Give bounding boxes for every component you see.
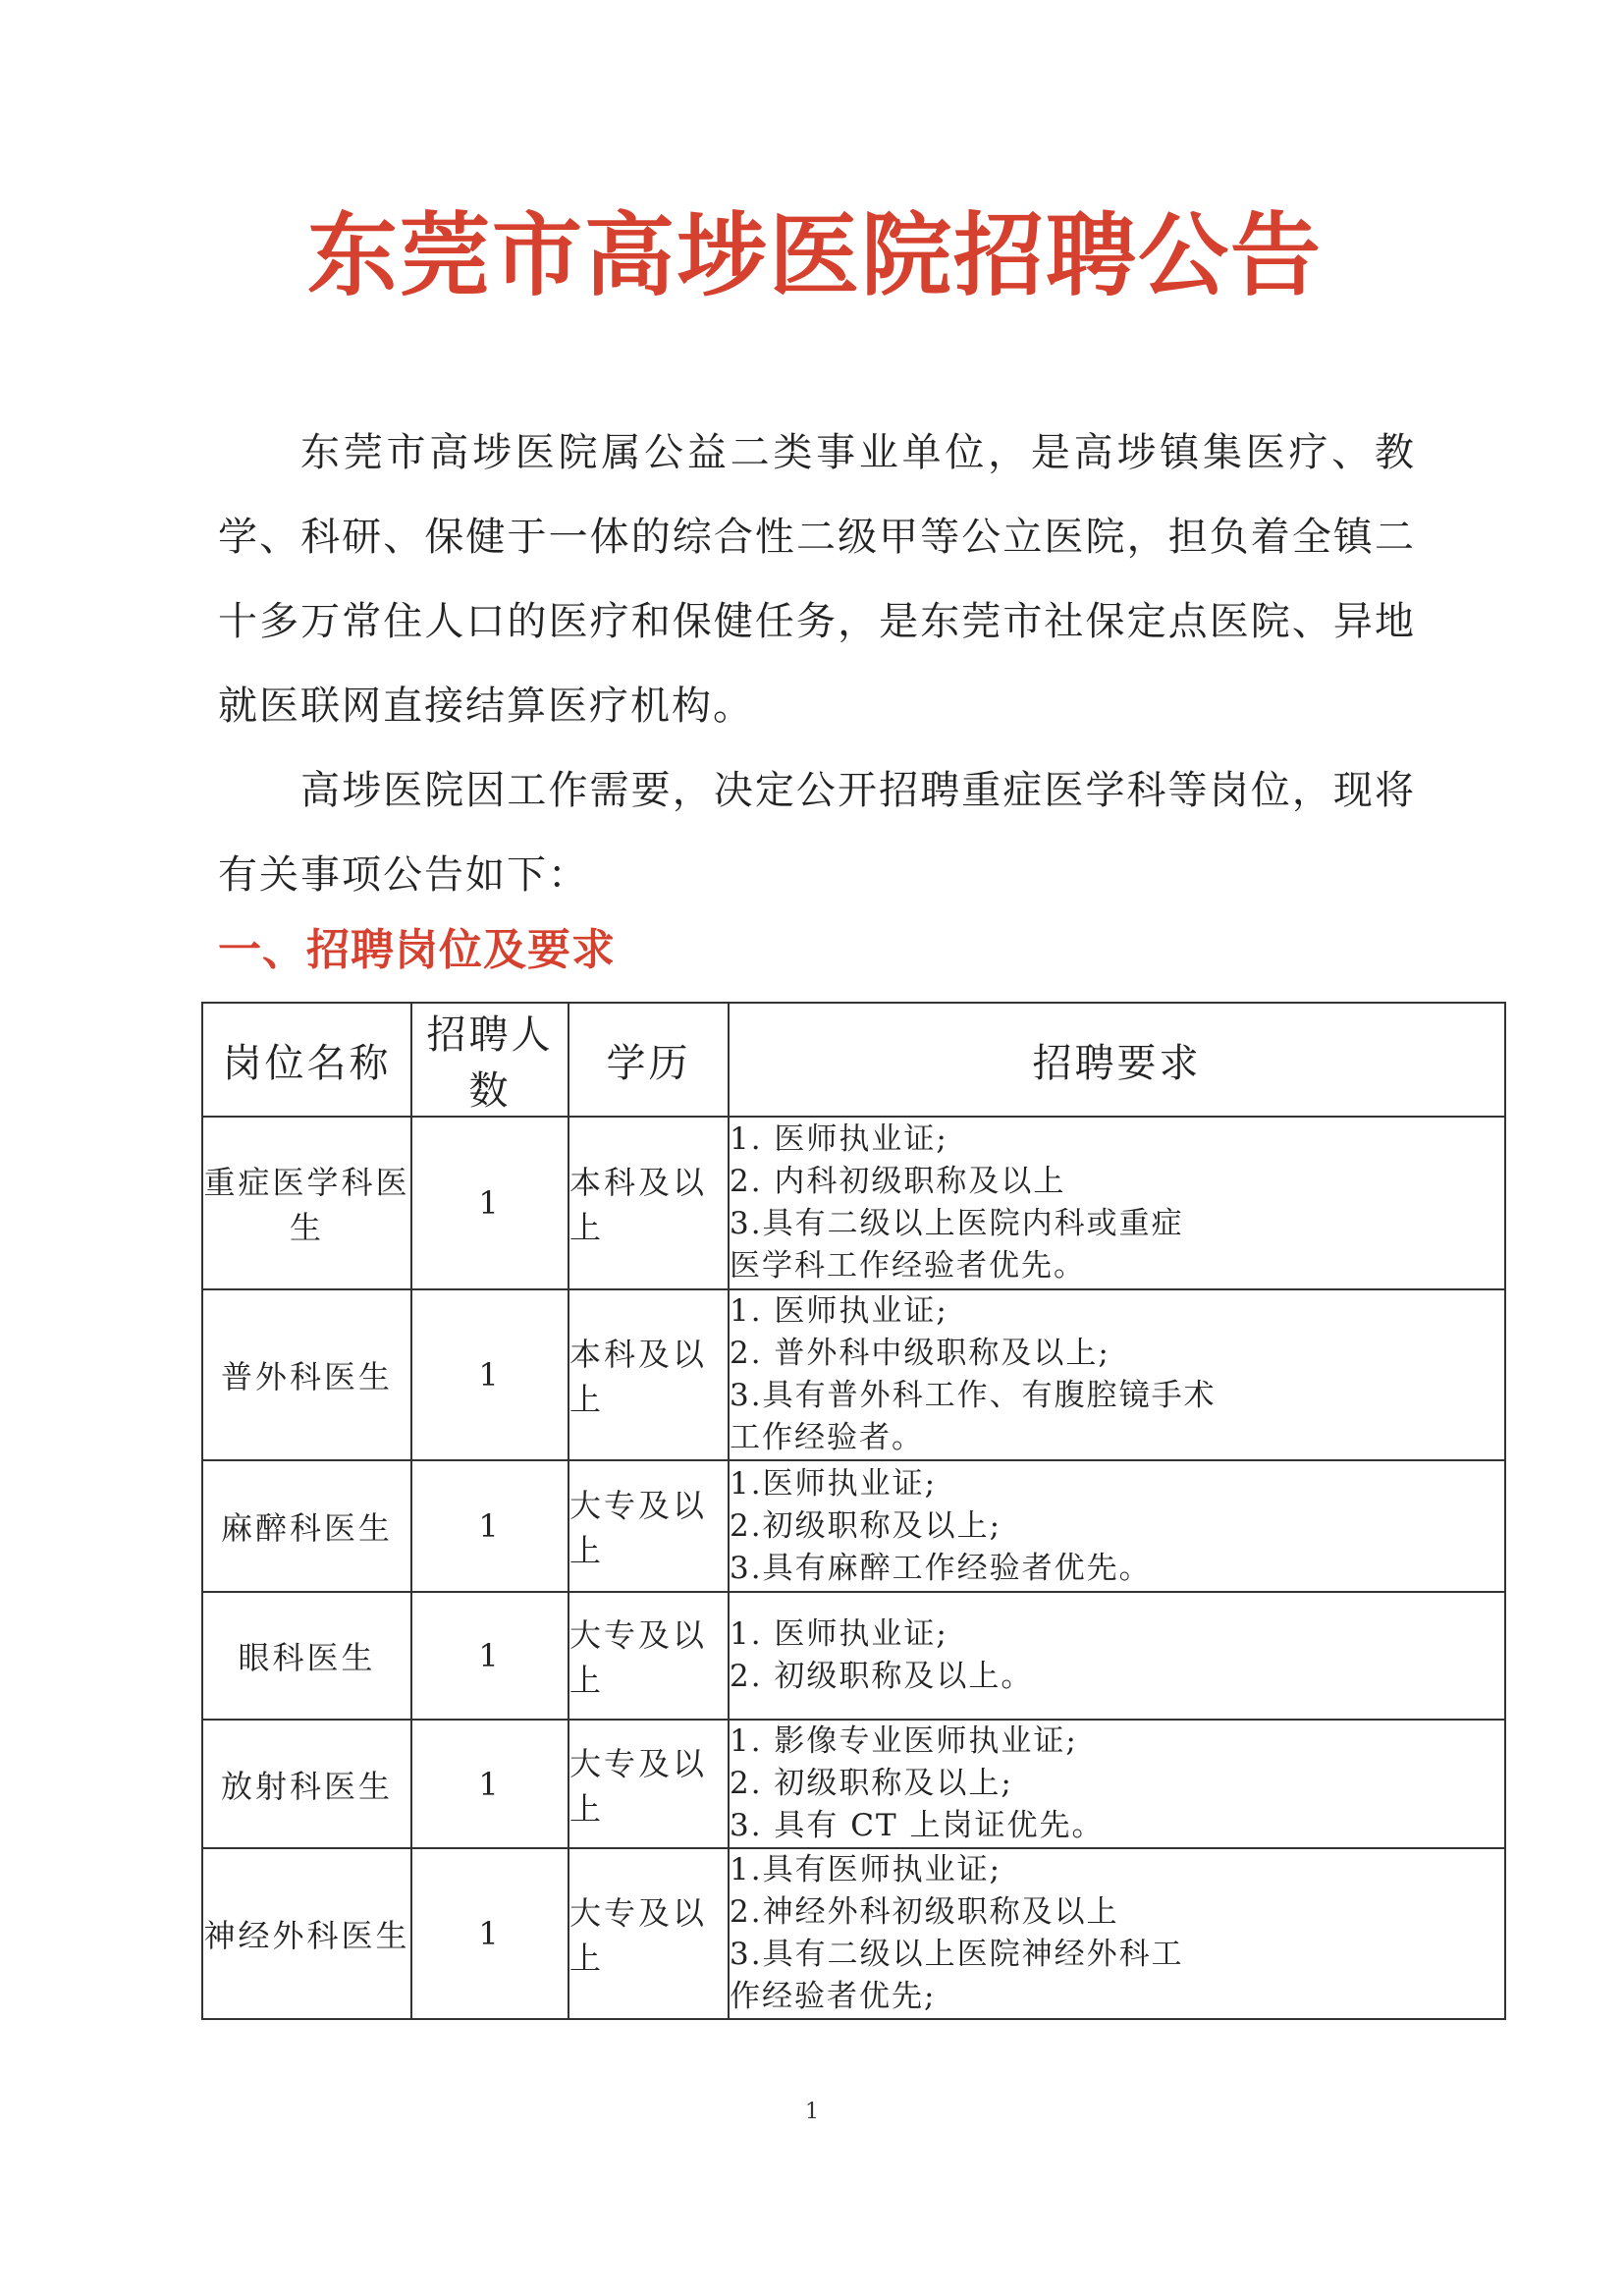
table-row [202,1720,1505,1848]
position-name: 普外科医生 [202,1289,411,1460]
requirement-item: 3.具有普外科工作、有腹腔镜手术 [730,1378,1217,1413]
table-row [202,1848,1505,2019]
requirements-cell [729,1848,1505,2019]
position-name: 神经外科医生 [202,1848,411,2019]
header-position: 岗位名称 [202,1003,411,1117]
requirement-item: 医学科工作经验者优先。 [730,1248,1086,1284]
requirement-item: 3. 具有 CT 上岗证优先。 [730,1808,1105,1843]
requirements-cell [729,1289,1505,1460]
positions-table [201,1002,1506,2020]
requirements-cell [729,1460,1505,1592]
header-requirements: 招聘要求 [729,1003,1505,1117]
requirements-cell [729,1117,1505,1289]
requirement-item: 2. 初级职称及以上; [730,1766,1013,1801]
announcement-paragraph: 高埗医院因工作需要，决定公开招聘重症医学科等岗位，现将有关事项公告如下： [218,768,1416,898]
education-level: 大专及以上 [568,1720,729,1848]
education-level: 本科及以上 [568,1289,729,1460]
requirement-item: 1. 医师执业证; [730,1121,948,1157]
intro-text [218,410,1416,917]
hire-count: 1 [411,1720,568,1848]
page-title: 东莞市高埗医院招聘公告 [306,202,1323,308]
requirement-item: 3.具有麻醉工作经验者优先。 [730,1550,1152,1586]
requirement-item: 2.神经外科初级职称及以上 [730,1894,1119,1930]
requirements-cell [729,1720,1505,1848]
requirement-item: 1. 影像专业医师执业证; [730,1723,1078,1759]
header-count: 招聘人数 [411,1003,568,1117]
hire-count: 1 [411,1848,568,2019]
table-header-row [202,1003,1505,1117]
requirement-item: 1. 医师执业证; [730,1616,948,1652]
requirement-item: 1.医师执业证; [730,1465,938,1502]
requirement-item: 2. 内科初级职称及以上 [730,1164,1066,1199]
education-level: 大专及以上 [568,1848,729,2019]
education-level: 本科及以上 [568,1117,729,1289]
position-name: 麻醉科医生 [202,1460,411,1592]
requirement-item: 工作经验者。 [730,1420,924,1455]
section-heading: 一、招聘岗位及要求 [218,925,616,975]
hire-count: 1 [411,1289,568,1460]
intro-paragraph: 东莞市高埗医院属公益二类事业单位，是高埗镇集医疗、教学、科研、保健于一体的综合性二级甲等公立医院，担负着全镇二十多万常住人口的医疗和保健任务，是东莞市社保定点医院、异地就医联网直接结算医疗机构。 [218,430,1416,729]
hire-count: 1 [411,1592,568,1720]
requirement-item: 作经验者优先; [730,1979,937,2014]
requirement-item: 2.初级职称及以上; [730,1507,1002,1544]
header-education: 学历 [568,1003,729,1117]
requirement-item: 1.具有医师执业证; [730,1852,1002,1887]
table-row [202,1592,1505,1720]
table-row [202,1117,1505,1289]
hire-count: 1 [411,1460,568,1592]
position-name: 重症医学科医生 [202,1117,411,1289]
hire-count: 1 [411,1117,568,1289]
requirement-item: 3.具有二级以上医院神经外科工 [730,1937,1184,1972]
position-name: 眼科医生 [202,1592,411,1720]
education-level: 大专及以上 [568,1460,729,1592]
table-row [202,1289,1505,1460]
table-row [202,1460,1505,1592]
requirement-item: 3.具有二级以上医院内科或重症 [730,1206,1184,1241]
requirement-item: 1. 医师执业证; [730,1293,948,1329]
page-number: 1 [805,2100,819,2124]
position-name: 放射科医生 [202,1720,411,1848]
requirement-item: 2. 初级职称及以上。 [730,1659,1034,1694]
requirement-item: 2. 普外科中级职称及以上; [730,1336,1110,1371]
education-level: 大专及以上 [568,1592,729,1720]
requirements-cell [729,1592,1505,1720]
